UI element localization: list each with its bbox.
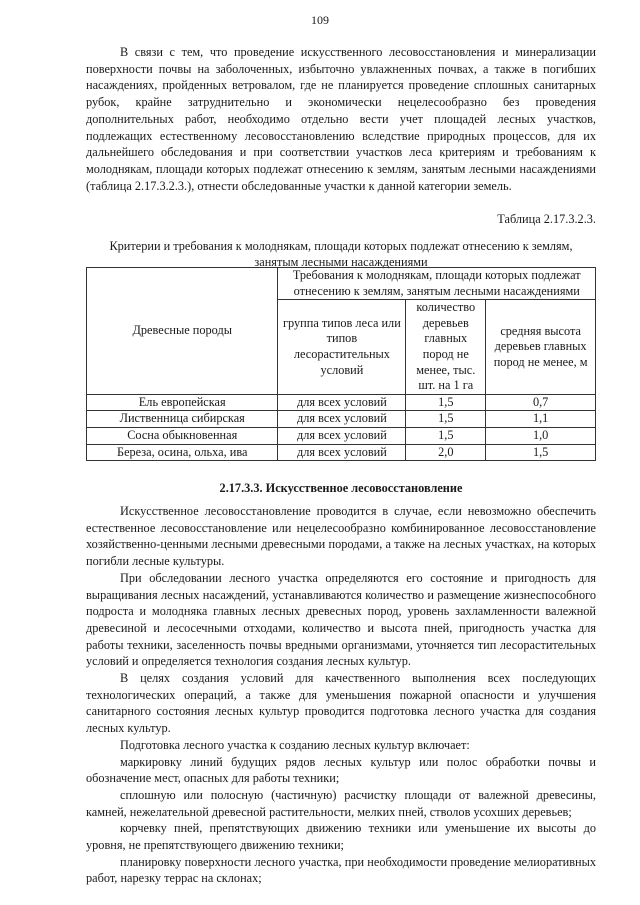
table-row xyxy=(87,427,596,444)
cell-conditions: для всех условий xyxy=(278,394,406,411)
list-item: планировку поверхности лесного участка, при необходимости проведение мелиоративных работ, нарезку террас на склонах; xyxy=(86,854,596,886)
criteria-table xyxy=(86,267,596,461)
table-header-row xyxy=(87,268,596,300)
table-caption: Критерии и требования к молоднякам, площади которых подлежат отнесению к землям, занятым лесными насаждениями xyxy=(109,239,573,269)
criteria-table-wrapper xyxy=(86,267,596,461)
header-requirements: Требования к молоднякам, площади которых подлежат отнесению к землям, занятым лесными насаждениями xyxy=(278,268,596,300)
intro-text xyxy=(86,44,596,194)
header-species: Древесные породы xyxy=(87,268,278,395)
cell-height: 0,7 xyxy=(486,394,596,411)
table-row xyxy=(87,411,596,428)
list-item: маркировку линий будущих рядов лесных культур или полос обработки почвы и обозначение мест, опасных для работы техники; xyxy=(86,754,596,786)
cell-count: 1,5 xyxy=(406,427,486,444)
cell-height: 1,0 xyxy=(486,427,596,444)
cell-conditions: для всех условий xyxy=(278,444,406,461)
section-body xyxy=(86,503,596,887)
intro-paragraph: В связи с тем, что проведение искусственного лесовосстановления и минерализации поверхности почвы на заболоченных, избыточно увлажненных почвах, а также в погибших насаждениях, пройденных ветровалом, где не планируется проведение сплошных санитарных рубок, крайне затруднительно и экономически нецелесообразно без проведения дополнительных работ, необходимо отдельно вести учет площадей лесных участков, подлежащих естественному лесовосстановлению вследствие природных процессов, для их дальнейшего обследования и при соответствии участков леса критериям и требованиям к молоднякам, площади которых подлежат отнесению к землям, занятым лесными насаждениями (таблица 2.17.3.2.3.), отнести обследованные участки к данной категории земель. xyxy=(86,45,596,193)
cell-species: Лиственница сибирская xyxy=(87,411,278,428)
header-forest-type-group: группа типов леса или типов лесорастительных условий xyxy=(278,300,406,395)
page-number: 109 xyxy=(311,13,329,27)
header-avg-height: средняя высота деревьев главных пород не менее, м xyxy=(486,300,596,395)
section-paragraph: В целях создания условий для качественного выполнения всех последующих технологических операций, а также для уменьшения пожарной опасности и улучшения санитарного состояния лесных культур проводится подготовка лесного участка для создания лесных культур. xyxy=(86,671,596,736)
section-heading: 2.17.3.3. Искусственное лесовосстановление xyxy=(219,481,463,495)
cell-conditions: для всех условий xyxy=(278,427,406,444)
cell-count: 1,5 xyxy=(406,394,486,411)
section-paragraph: Подготовка лесного участка к созданию лесных культур включает: xyxy=(120,737,470,752)
cell-count: 2,0 xyxy=(406,444,486,461)
table-row xyxy=(87,394,596,411)
table-row xyxy=(87,444,596,461)
cell-height: 1,5 xyxy=(486,444,596,461)
list-item: корчевку пней, препятствующих движению техники или уменьшение их высоты до уровня, не препятствующего движению техники; xyxy=(86,821,596,853)
cell-species: Береза, осина, ольха, ива xyxy=(87,444,278,461)
cell-height: 1,1 xyxy=(486,411,596,428)
section-paragraph: Искусственное лесовосстановление проводится в случае, если невозможно обеспечить естественное лесовосстановление или нецелесообразно комбинированное лесовосстановление хозяйственно-ценными лесными древесными породами, а также на лесных участках, на которых погибли лесные культуры. xyxy=(86,504,596,569)
cell-species: Ель европейская xyxy=(87,394,278,411)
header-tree-count: количество деревьев главных пород не менее, тыс. шт. на 1 га xyxy=(406,300,486,395)
list-item: сплошную или полосную (частичную) расчистку площади от валежной древесины, камней, нежелательной древесной растительности, мелких пней, стволов усохших деревьев; xyxy=(86,787,596,819)
cell-conditions: для всех условий xyxy=(278,411,406,428)
cell-count: 1,5 xyxy=(406,411,486,428)
table-reference: Таблица 2.17.3.2.3. xyxy=(497,212,596,226)
section-paragraph: При обследовании лесного участка определяются его состояние и пригодность для выращивания лесных насаждений, устанавливаются количество и размещение жизнеспособного подроста и молодняка главных лесных древесных пород, уровень захламленности валежной древесиной и лесосечными отходами, количество и высота пней, пригодность участка для работы техники, заселенность почвы вредными организмами, уточняется тип лесорастительных условий и определяется технология создания лесных культур. xyxy=(86,570,596,669)
cell-species: Сосна обыкновенная xyxy=(87,427,278,444)
